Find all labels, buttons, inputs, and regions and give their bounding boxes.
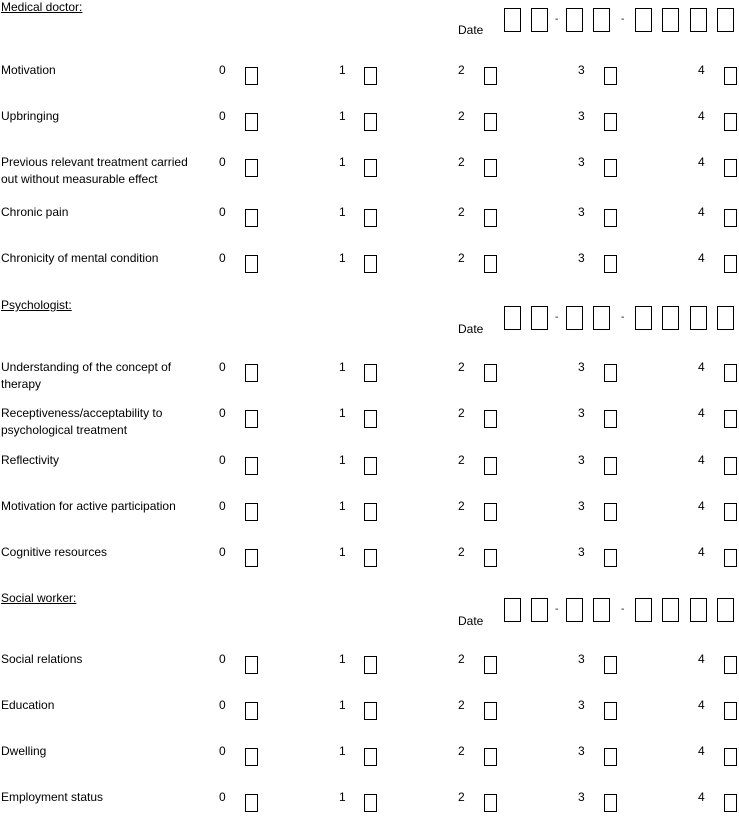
date-digit-box[interactable] [635,8,652,32]
score-checkbox[interactable] [245,113,258,131]
date-digit-box[interactable] [593,598,610,622]
score-label: 1 [339,360,346,374]
score-checkbox[interactable] [364,67,377,85]
score-label: 2 [458,790,465,804]
score-label: 0 [219,109,226,123]
criterion-label: Chronic pain [1,205,69,219]
section-heading: Medical doctor: [1,0,83,14]
score-label: 4 [698,63,705,77]
score-label: 0 [219,251,226,265]
criterion-label: Upbringing [1,109,60,123]
date-digit-box[interactable] [566,598,583,622]
score-label: 0 [219,652,226,666]
score-label: 0 [219,545,226,559]
score-label: 3 [578,790,585,804]
score-label: 1 [339,499,346,513]
score-label: 0 [219,499,226,513]
score-checkbox[interactable] [724,67,737,85]
score-label: 1 [339,406,346,420]
date-digit-box[interactable] [531,306,548,330]
date-separator: - [621,604,625,615]
score-label: 0 [219,63,226,77]
score-checkbox[interactable] [364,656,377,674]
score-checkbox[interactable] [484,702,497,720]
score-label: 3 [578,251,585,265]
score-label: 1 [339,453,346,467]
date-digit-box[interactable] [566,306,583,330]
score-checkbox[interactable] [364,159,377,177]
score-checkbox[interactable] [364,503,377,521]
score-checkbox[interactable] [724,364,737,382]
criterion-label: Understanding of the concept of therapy [1,360,172,391]
date-digit-box[interactable] [504,8,521,32]
score-label: 1 [339,109,346,123]
criterion-label: Previous relevant treatment carried out without measurable effect [1,155,188,186]
score-checkbox[interactable] [484,159,497,177]
score-checkbox[interactable] [364,364,377,382]
score-label: 3 [578,698,585,712]
score-label: 3 [578,499,585,513]
score-checkbox[interactable] [484,67,497,85]
score-checkbox[interactable] [245,656,258,674]
date-separator: - [555,312,559,323]
score-checkbox[interactable] [364,794,377,812]
score-checkbox[interactable] [245,209,258,227]
date-label: Date [458,23,484,37]
score-checkbox[interactable] [364,410,377,428]
criterion-label: Motivation [1,63,56,77]
score-checkbox[interactable] [604,748,617,766]
criterion-label: Social relations [1,652,83,666]
score-checkbox[interactable] [364,209,377,227]
score-label: 4 [698,205,705,219]
score-label: 0 [219,205,226,219]
score-checkbox[interactable] [604,67,617,85]
score-label: 4 [698,406,705,420]
score-checkbox[interactable] [245,702,258,720]
score-label: 4 [698,744,705,758]
criterion-label: Employment status [1,790,104,804]
date-digit-box[interactable] [717,306,734,330]
score-checkbox[interactable] [484,364,497,382]
score-checkbox[interactable] [604,255,617,273]
score-label: 2 [458,453,465,467]
date-digit-box[interactable] [690,598,707,622]
date-digit-box[interactable] [717,598,734,622]
score-checkbox[interactable] [724,410,737,428]
score-checkbox[interactable] [364,702,377,720]
score-label: 4 [698,360,705,374]
date-digit-box[interactable] [593,8,610,32]
score-label: 4 [698,251,705,265]
date-digit-box[interactable] [717,8,734,32]
date-label: Date [458,322,484,336]
score-checkbox[interactable] [245,457,258,475]
score-label: 1 [339,251,346,265]
score-label: 2 [458,545,465,559]
score-label: 2 [458,652,465,666]
date-digit-box[interactable] [662,598,679,622]
score-checkbox[interactable] [604,794,617,812]
score-checkbox[interactable] [604,656,617,674]
score-checkbox[interactable] [604,549,617,567]
date-digit-box[interactable] [531,8,548,32]
score-label: 1 [339,744,346,758]
score-checkbox[interactable] [484,656,497,674]
score-label: 0 [219,155,226,169]
score-label: 3 [578,205,585,219]
score-label: 1 [339,790,346,804]
criterion-label: Cognitive resources [1,545,108,559]
criterion-label: Education [1,698,55,712]
score-label: 0 [219,790,226,804]
score-checkbox[interactable] [245,364,258,382]
score-checkbox[interactable] [724,113,737,131]
score-label: 2 [458,744,465,758]
score-label: 4 [698,652,705,666]
score-checkbox[interactable] [245,410,258,428]
date-digit-box[interactable] [690,306,707,330]
score-checkbox[interactable] [364,255,377,273]
score-label: 0 [219,360,226,374]
date-digit-box[interactable] [504,306,521,330]
score-label: 1 [339,63,346,77]
score-label: 3 [578,63,585,77]
date-separator: - [621,14,625,25]
score-checkbox[interactable] [604,702,617,720]
score-label: 4 [698,698,705,712]
score-label: 4 [698,790,705,804]
score-checkbox[interactable] [245,549,258,567]
score-label: 2 [458,109,465,123]
score-label: 0 [219,406,226,420]
score-label: 0 [219,453,226,467]
score-checkbox[interactable] [484,503,497,521]
score-label: 1 [339,545,346,559]
score-label: 2 [458,698,465,712]
score-checkbox[interactable] [484,549,497,567]
score-checkbox[interactable] [364,457,377,475]
score-label: 2 [458,499,465,513]
score-checkbox[interactable] [724,159,737,177]
score-checkbox[interactable] [604,410,617,428]
score-checkbox[interactable] [484,209,497,227]
score-label: 1 [339,698,346,712]
score-checkbox[interactable] [484,457,497,475]
criterion-label: Motivation for active participation [1,499,176,513]
date-separator: - [621,312,625,323]
score-checkbox[interactable] [724,457,737,475]
score-checkbox[interactable] [364,549,377,567]
date-separator: - [555,604,559,615]
score-checkbox[interactable] [724,702,737,720]
score-label: 2 [458,63,465,77]
score-checkbox[interactable] [724,209,737,227]
score-checkbox[interactable] [484,794,497,812]
score-label: 2 [458,155,465,169]
score-label: 4 [698,155,705,169]
date-digit-box[interactable] [662,8,679,32]
score-label: 0 [219,698,226,712]
score-checkbox[interactable] [364,113,377,131]
criterion-label: Dwelling [1,744,47,758]
score-checkbox[interactable] [245,255,258,273]
score-label: 1 [339,652,346,666]
score-checkbox[interactable] [484,410,497,428]
score-label: 4 [698,499,705,513]
criterion-label: Reflectivity [1,453,60,467]
score-checkbox[interactable] [604,113,617,131]
score-label: 3 [578,744,585,758]
score-checkbox[interactable] [724,255,737,273]
score-checkbox[interactable] [245,159,258,177]
date-label: Date [458,614,484,628]
score-label: 4 [698,109,705,123]
score-label: 4 [698,545,705,559]
score-label: 1 [339,205,346,219]
date-digit-box[interactable] [690,8,707,32]
date-separator: - [555,14,559,25]
score-label: 3 [578,652,585,666]
score-checkbox[interactable] [245,794,258,812]
score-label: 3 [578,360,585,374]
section-heading: Psychologist: [1,298,72,312]
date-digit-box[interactable] [593,306,610,330]
score-label: 0 [219,744,226,758]
score-checkbox[interactable] [604,457,617,475]
score-checkbox[interactable] [245,503,258,521]
score-checkbox[interactable] [604,364,617,382]
score-checkbox[interactable] [484,255,497,273]
date-digit-box[interactable] [566,8,583,32]
score-checkbox[interactable] [724,748,737,766]
score-label: 1 [339,155,346,169]
date-digit-box[interactable] [635,306,652,330]
date-digit-box[interactable] [635,598,652,622]
score-checkbox[interactable] [604,209,617,227]
score-checkbox[interactable] [245,748,258,766]
score-checkbox[interactable] [604,503,617,521]
score-label: 2 [458,360,465,374]
criterion-label: Chronicity of mental condition [1,251,159,265]
date-digit-box[interactable] [531,598,548,622]
score-label: 2 [458,251,465,265]
score-checkbox[interactable] [484,748,497,766]
date-digit-box[interactable] [662,306,679,330]
score-label: 3 [578,406,585,420]
score-label: 2 [458,406,465,420]
score-checkbox[interactable] [724,549,737,567]
section-heading: Social worker: [1,591,77,605]
score-label: 3 [578,109,585,123]
criterion-label: Receptiveness/acceptability to psychological treatment [1,406,163,437]
score-checkbox[interactable] [364,748,377,766]
score-label: 3 [578,155,585,169]
score-checkbox[interactable] [604,159,617,177]
score-label: 3 [578,545,585,559]
score-label: 2 [458,205,465,219]
score-checkbox[interactable] [724,656,737,674]
score-checkbox[interactable] [724,794,737,812]
score-label: 4 [698,453,705,467]
score-label: 3 [578,453,585,467]
score-checkbox[interactable] [484,113,497,131]
date-digit-box[interactable] [504,598,521,622]
score-checkbox[interactable] [724,503,737,521]
score-checkbox[interactable] [245,67,258,85]
